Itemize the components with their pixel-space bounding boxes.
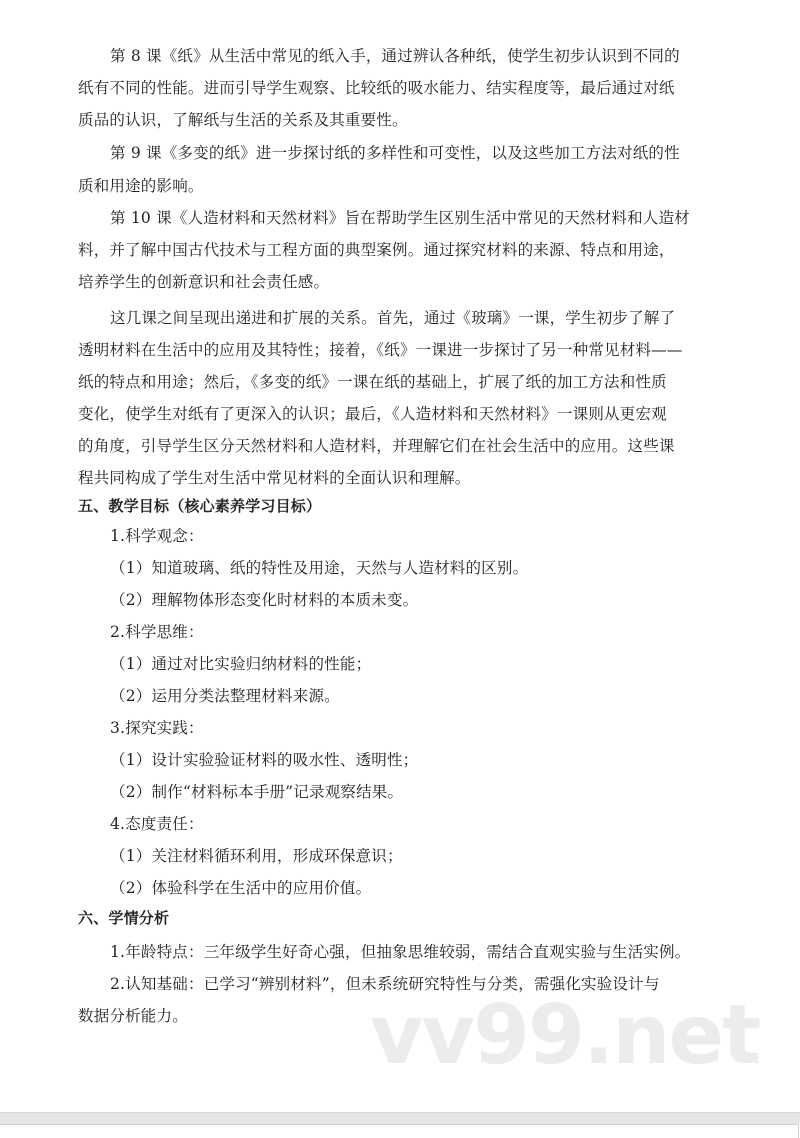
objective-item: （2）理解物体形态变化时材料的本质未变。	[110, 591, 419, 609]
paragraph-line: 第 9 课《多变的纸》进一步探讨纸的多样性和可变性，以及这些加工方法对纸的性	[110, 144, 680, 162]
watermark: vv99.net	[370, 988, 760, 1083]
objective-item: （2）制作“材料标本手册”记录观察结果。	[110, 783, 404, 801]
objective-item: （2）体验科学在生活中的应用价值。	[110, 879, 372, 897]
objective-item: （1）关注材料循环利用，形成环保意识；	[110, 847, 403, 865]
analysis-item-continuation: 数据分析能力。	[78, 1007, 188, 1025]
paragraph-line: 透明材料在生活中的应用及其特性；接着，《纸》一课进一步探讨了另一种常见材料——	[78, 341, 683, 359]
paragraph-line: 纸的特点和用途；然后，《多变的纸》一课在纸的基础上，扩展了纸的加工方法和性质	[78, 373, 667, 391]
next-page-edge	[0, 1124, 799, 1138]
objective-item: （1）通过对比实验归纳材料的性能；	[110, 655, 372, 673]
page-separator	[0, 1113, 800, 1124]
paragraph-line: 第 8 课《纸》从生活中常见的纸入手，通过辨认各种纸，使学生初步认识到不同的	[110, 47, 680, 65]
paragraph-line: 的角度，引导学生区分天然材料和人造材料，并理解它们在社会生活中的应用。这些课	[78, 437, 675, 455]
paragraph-line: 质和用途的影响。	[78, 177, 204, 195]
analysis-item: 1.年龄特点：三年级学生好奇心强，但抽象思维较弱，需结合直观实验与生活实例。	[110, 943, 691, 961]
objective-item: （2）运用分类法整理材料来源。	[110, 687, 340, 705]
section-heading: 五、教学目标（核心素养学习目标）	[78, 497, 322, 515]
objective-group-title: 4.态度责任：	[110, 815, 204, 833]
objective-item: （1）知道玻璃、纸的特性及用途，天然与人造材料的区别。	[110, 559, 529, 577]
paragraph-line: 纸有不同的性能。进而引导学生观察、比较纸的吸水能力、结实程度等，最后通过对纸	[78, 79, 675, 97]
paragraph-line: 料，并了解中国古代技术与工程方面的典型案例。通过探究材料的来源、特点和用途，	[78, 241, 675, 259]
paragraph-line: 质品的认识，了解纸与生活的关系及其重要性。	[78, 111, 408, 129]
paragraph-line: 第 10 课《人造材料和天然材料》旨在帮助学生区别生活中常见的天然材料和人造材	[110, 209, 690, 227]
objective-item: （1）设计实验验证材料的吸水性、透明性；	[110, 751, 419, 769]
paragraph-line: 培养学生的创新意识和社会责任感。	[78, 273, 330, 291]
paragraph-line: 变化，使学生对纸有了更深入的认识；最后，《人造材料和天然材料》一课则从更宏观	[78, 405, 667, 423]
paragraph-line: 这几课之间呈现出递进和扩展的关系。首先，通过《玻璃》一课，学生初步了解了	[110, 309, 676, 327]
objective-group-title: 3.探究实践：	[110, 719, 204, 737]
section-heading: 六、学情分析	[78, 909, 170, 927]
paragraph-line: 程共同构成了学生对生活中常见材料的全面认识和理解。	[78, 469, 471, 487]
objective-group-title: 1.科学观念：	[110, 527, 204, 545]
analysis-item: 2.认知基础：已学习“辨别材料”，但未系统研究特性与分类，需强化实验设计与	[110, 975, 660, 993]
objective-group-title: 2.科学思维：	[110, 623, 204, 641]
